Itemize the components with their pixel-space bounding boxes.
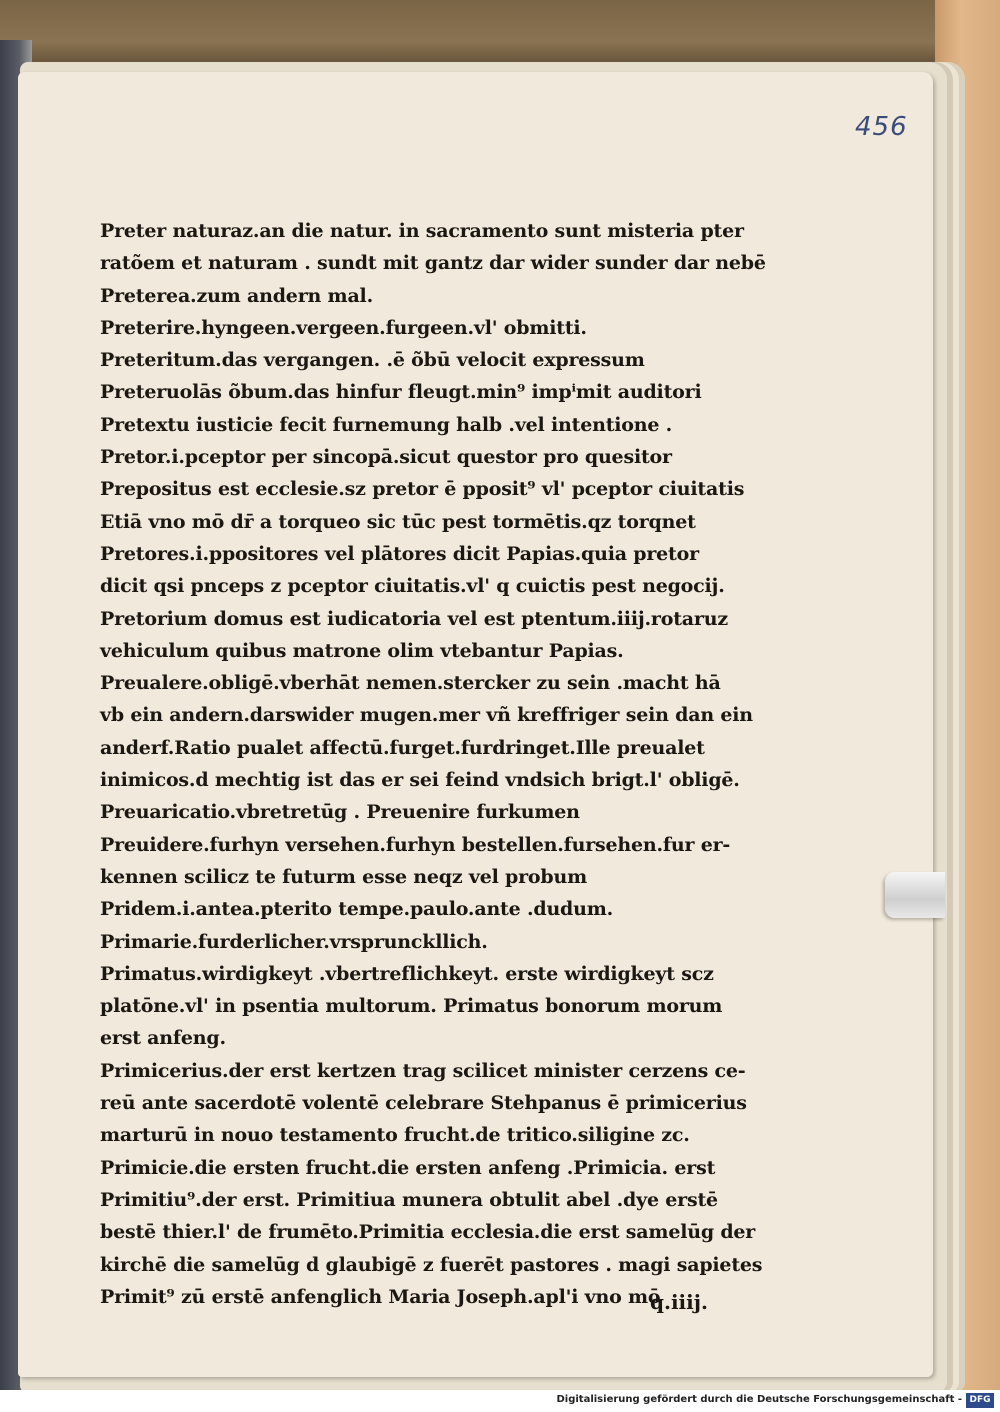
signature-mark: q.iiij. (650, 1290, 708, 1314)
text-line: inimicos.d mechtig ist das er sei feind vndsich brigt.l' obligē. (100, 769, 740, 792)
text-line: vb ein andern.darswider mugen.mer vñ kreffriger sein dan ein (100, 704, 753, 727)
text-line: Prepositus est ecclesie.sz pretor ē pposit⁹ vl' pceptor ciuitatis (100, 478, 745, 501)
footer-bar (0, 1390, 1000, 1412)
text-line: Primit⁹ zū erstē anfenglich Maria Joseph.apl'i vno mō (100, 1285, 661, 1308)
footer-credit: Digitalisierung gefördert durch die Deutsche Forschungsgemeinschaft - (556, 1394, 962, 1405)
text-line: Preuaricatio.vbretretūg . Preuenire furkumen (100, 801, 580, 824)
dfg-logo[interactable]: DFG (966, 1393, 994, 1408)
text-line: Primatus.wirdigkeyt .vbertreflichkeyt. erste wirdigkeyt scz (100, 962, 714, 985)
text-line: Pridem.i.antea.pterito tempe.paulo.ante .dudum. (100, 898, 614, 921)
folio-number: 456 (855, 112, 908, 142)
text-line: Pretextu iusticie fecit furnemung halb .vel intentione . (100, 413, 673, 436)
text-line: marturū in nouo testamento frucht.de tritico.siligine zc. (100, 1124, 690, 1147)
text-line: reū ante sacerdotē volentē celebrare Stehpanus ē primicerius (100, 1092, 747, 1115)
text-line: Pretorium domus est iudicatoria vel est ptentum.iiij.rotaruz (100, 607, 728, 630)
text-line: Pretores.i.ppositores vel plātores dicit Papias.quia pretor (100, 542, 699, 565)
text-line: Preuidere.furhyn versehen.furhyn bestellen.fursehen.fur er- (100, 833, 731, 856)
text-line: Preteritum.das vergangen. .ē õbū velocit expressum (100, 349, 645, 372)
text-line: Etiā vno mō dr̄ a torqueo sic tūc pest tormētis.qz torqnet (100, 510, 696, 533)
text-line: Primicerius.der erst kertzen trag scilicet minister cerzens ce- (100, 1059, 746, 1082)
text-block (100, 215, 800, 1313)
text-line: platōne.vl' in psentia multorum. Primatus bonorum morum (100, 995, 723, 1018)
text-line: Preterire.hyngeen.vergeen.furgeen.vl' obmitti. (100, 316, 587, 339)
page-clip (885, 872, 945, 918)
text-line: Primarie.furderlicher.vrsprunckllich. (100, 930, 488, 953)
text-line: Primicie.die ersten frucht.die ersten anfeng .Primicia. erst (100, 1156, 716, 1179)
text-line: anderf.Ratio pualet affectū.furget.furdringet.Ille preualet (100, 736, 705, 759)
text-line: vehiculum quibus matrone olim vtebantur Papias. (100, 639, 624, 662)
text-line: Preteruolās õbum.das hinfur fleugt.min⁹ impⁱmit auditori (100, 381, 702, 404)
text-line: kennen scilicz te futurm esse neqz vel probum (100, 865, 587, 888)
text-line: Primitiu⁹.der erst. Primitiua munera obtulit abel .dye erstē (100, 1188, 718, 1211)
text-line: bestē thier.l' de frumēto.Primitia ecclesia.die erst samelūg der (100, 1221, 756, 1244)
text-line: Preterea.zum andern mal. (100, 284, 373, 307)
text-line: Preter naturaz.an die natur. in sacramento sunt misteria pter (100, 220, 744, 242)
text-line: Preualere.obligē.vberhāt nemen.stercker zu sein .macht hā (100, 672, 721, 695)
book-board-top (0, 0, 1000, 70)
text-line: erst anfeng. (100, 1027, 226, 1050)
text-line: Pretor.i.pceptor per sincopā.sicut questor pro quesitor (100, 446, 672, 469)
text-line: dicit qsi pnceps z pceptor ciuitatis.vl' q cuictis pest negocij. (100, 575, 725, 598)
text-line: ratõem et naturam . sundt mit gantz dar wider sunder dar nebē (100, 252, 766, 275)
text-line: kirchē die samelūg d glaubigē z fuerēt pastores . magi sapietes (100, 1253, 763, 1276)
